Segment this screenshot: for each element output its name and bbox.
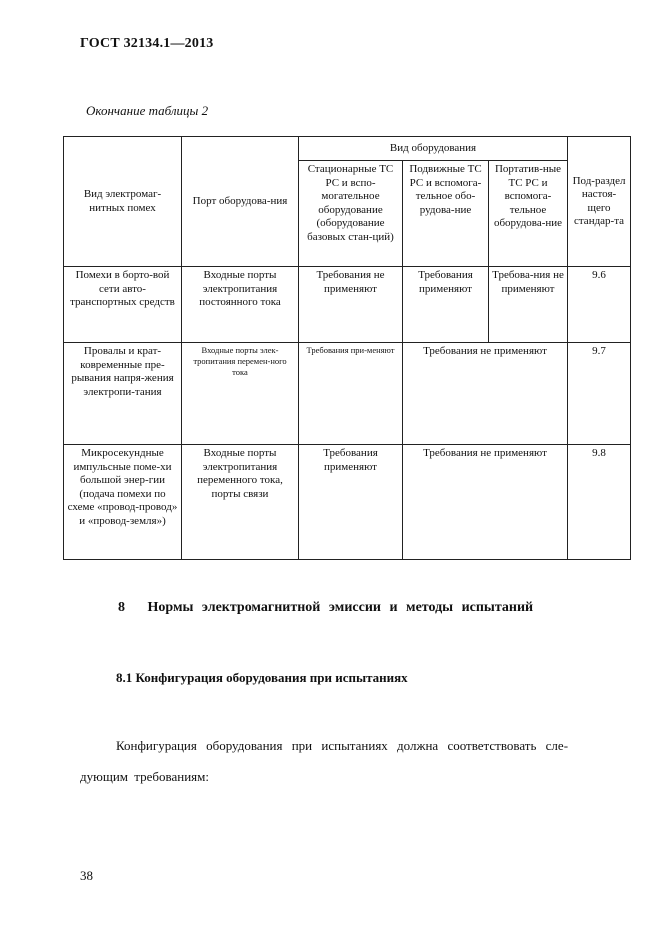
page-number: 38 <box>80 868 93 883</box>
header-equipment-type: Вид оборудования <box>299 137 568 161</box>
cell-type: Помехи в борто-вой сети авто-транспортных средств <box>64 267 182 343</box>
table-caption: Окончание таблицы 2 <box>86 103 209 118</box>
cell-port: Входные порты электропитания переменного тока, порты связи <box>182 445 299 560</box>
cell-type: Провалы и крат-ковременные пре-рывания напря-жения электропи-тания <box>64 343 182 445</box>
section-8-heading <box>118 600 533 616</box>
cell-port: Входные порты электропитания постоянного тока <box>182 267 299 343</box>
cell-stationary: Требования не применяют <box>299 267 403 343</box>
cell-subsection: 9.8 <box>568 445 631 560</box>
header-mobile: Подвижные ТС РС и вспомога-тельное обо-рудова-ние <box>403 161 489 267</box>
table-row <box>64 445 631 560</box>
emc-requirements-table <box>63 136 631 560</box>
header-equipment-port: Порт оборудова-ния <box>182 137 299 267</box>
header-stationary: Стационарные ТС РС и вспо-могательное оборудование (оборудование базовых стан-ций) <box>299 161 403 267</box>
document-code: ГОСТ 32134.1—2013 <box>80 36 214 51</box>
paragraph-line-2: дующим требованиям: <box>80 769 209 784</box>
cell-stationary: Требования применяют <box>299 445 403 560</box>
cell-port: Входные порты элек-тропитания перемен-ного тока <box>182 343 299 445</box>
cell-stationary: Требования при-меняют <box>299 343 403 445</box>
section-8-1-heading: 8.1 Конфигурация оборудования при испытаниях <box>116 670 408 685</box>
cell-mobile-portable: Требования не применяют <box>403 445 568 560</box>
cell-subsection: 9.7 <box>568 343 631 445</box>
cell-subsection: 9.6 <box>568 267 631 343</box>
header-interference-type: Вид электромаг-нитных помех <box>64 137 182 267</box>
table-row <box>64 267 631 343</box>
header-subsection: Под-раздел настоя-щего стандар-та <box>568 137 631 267</box>
cell-mobile: Требования применяют <box>403 267 489 343</box>
paragraph-line-1: Конфигурация оборудования при испытаниях должна соответствовать сле- <box>116 738 569 753</box>
cell-mobile-portable: Требования не применяют <box>403 343 568 445</box>
header-portable: Портатив-ные ТС РС и вспомога-тельное оборудова-ние <box>489 161 568 267</box>
section-title: Нормы электромагнитной эмиссии и методы испытаний <box>147 600 534 615</box>
cell-type: Микросекундные импульсные поме-хи большой энер-гии (подача помехи по схеме «провод-провод» и «провод-земля») <box>64 445 182 560</box>
section-number: 8 <box>118 600 125 615</box>
cell-portable: Требова-ния не применяют <box>489 267 568 343</box>
table-row <box>64 343 631 445</box>
